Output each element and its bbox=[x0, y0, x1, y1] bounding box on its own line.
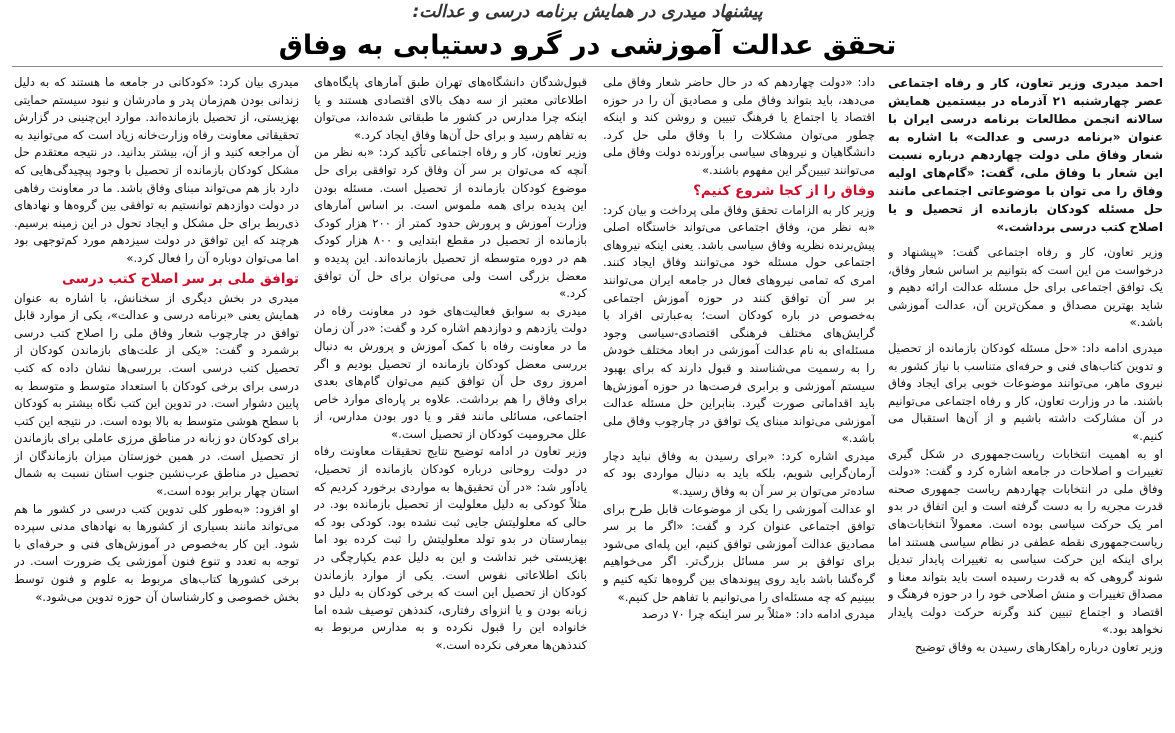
paragraph: وزیر تعاون، کار و رفاه اجتماعی تأکید کرد: «به نظر من آنچه که می‌توان بر سر آن وفاق کرد توافقی برای حل موضوع کودکان بازمانده از تحصیل است. مسئله بودن این پدیده برای همه ملموس است. بر اساس آمارهای وزارت آموزش و پرورش حدود کمتر از ۲۰۰ هزار کودک بازمانده از تحصیل در مقطع ابتدایی و ۸۰۰ هزار کودک هم در دوره متوسطه از تحصیل بازمانده‌اند. این پدیده و معضل بزرگی است ولی می‌توان برای حل آن توافق کرد.» bbox=[314, 145, 587, 301]
paragraph: وزیر کار به الزامات تحقق وفاق ملی پرداخت و بیان کرد: «به نظر من، وفاق اجتماعی می‌تواند خاستگاه اصلی پیش‌برنده نظریه وفاق سیاسی باشد. یعنی اینکه نیروهای اجتماعی حول مسئله خود می‌توانند وفاق ایجاد کنند. امری که تمامی نیروهای فعال در جامعه ایران می‌توانند بر سر آن توافق کنند در حوزه آموزش اجتماعی به‌خصوص در باره کودکان است؛ به‌عبارتی افراد با گرایش‌های مختلف فرهنگی اقتصادی-سیاسی وجود مسئله‌ای به نام عدالت آموزشی در ابعاد مختلف خودش را به رسمیت می‌شناسند و قبول دارند که برای بهبود سیستم آموزشی و برابری فرصت‌ها در حوزه آموزش‌ها باید اقداماتی صورت گیرد. بنابراین حل مسئله عدالت آموزشی می‌تواند مبنای یک توافق در چارچوب وفاق ملی باشد.» bbox=[603, 202, 875, 446]
header-divider bbox=[12, 66, 1163, 67]
paragraph: میدری در بخش دیگری از سخنانش، با اشاره به عنوان همایش یعنی «برنامه درسی و عدالت»، یکی از موارد قابل توافق در چارچوب شعار وفاق ملی را اصلاح کتب درسی برشمرد و گفت: «یکی از علت‌های بازماندن کودکان از تحصیل کتب درسی است. بررسی‌ها نشان داده که کتب درسی برای برخی کودکان با استعداد متوسط و متوسط به پایین دشوار است. در تدوین این کتب نگاه بیشتر به کودکان با سطح هوشی متوسط به بالا بوده است. در نتیجه این کتب برای کودکان دو زبانه در مناطق مرزی عاملی برای بازماندن از تحصیل است. در همین خوزستان میزان بازماندگان از تحصیل در مناطق عرب‌نشین جنوب استان نسبت به شمال استان چهار برابر بوده است.» bbox=[14, 290, 299, 499]
subheading: توافق ملی بر سر اصلاح کتب درسی bbox=[62, 270, 299, 287]
article-lead: احمد میدری وزیر تعاون، کار و رفاه اجتماعی عصر چهارشنبه ۲۱ آذرماه در بیستمین همایش سالانه انجمن مطالعات برنامه درسی ایران با عنوان «برنامه درسی و عدالت» با اشاره به شعار وفاق ملی دولت چهاردهم درباره نسبت این شعار با وفاق ملی، گفت: «گام‌های اولیه وفاق را می توان با موضوعاتی اجتماعی مانند حل مسئله کودکان بازمانده از تحصیل و یا اصلاح کتب درسی برداشت.» bbox=[888, 76, 1163, 234]
paragraph: قبول‌شدگان دانشگاه‌های تهران طبق آمارهای پایگاه‌های اطلاعاتی معتبر از سه دهک بالای اقتصادی هستند و یا اینکه چرا مدارس در کشور ما طبقاتی شده‌اند، می‌توان به تفاهم رسید و برای حل آن‌ها وفاق ایجاد کرد.» bbox=[314, 75, 587, 142]
paragraph: میدری ادامه داد: «حل مسئله کودکان بازمانده از تحصیل و تدوین کتاب‌های فنی و حرفه‌ای متناسب با نیاز کشور به نیروی ماهر، می‌توانند موضوعات خوبی برای ایجاد وفاق باشند. ما در وزارت تعاون، کار و رفاه اجتماعی می‌توانیم در آن مشارکت داشته باشیم و از آن‌ها استقبال می کنیم.» bbox=[888, 340, 1163, 443]
paragraph: میدری بیان کرد: «کودکانی در جامعه ما هستند که به دلیل زندانی بودن هم‌زمان پدر و مادرشان و نبود سیستم حمایتی بهزیستی، از تحصیل بازمانده‌اند. موارد این‌چنینی در گزارش تحقیقاتی معاونت رفاه وزارت‌خانه زیاد است که می‌توانید به آن مراجعه کنید و از آن، بیشتر بدانید. در نتیجه معتقدم حل مشکل کودکان بازمانده از تحصیل با وجود پیچیدگی‌هایی که دارد باز هم می‌تواند مبنای وفاق باشد. ما در معاونت رفاهی در دولت دوازدهم توانستیم به توافقی بین گروه‌ها و نهادهای ذی‌ربط برای حل مشکل و ایجاد تحول در این زمینه برسیم. هرچند که این توافق در دولت سیزدهم مورد کم‌توجهی بود اما می‌توان دوباره آن را فعال کرد.» bbox=[14, 75, 299, 265]
paragraph: میدری به سوابق فعالیت‌های خود در معاونت رفاه در دولت یازدهم و دوازدهم اشاره کرد و گفت: «در آن زمان ما در معاونت رفاه با کمک آموزش و پرورش به دنبال بررسی معضل کودکان بازمانده از تحصیل بودیم و اگر امروز روی حل آن توافق کنیم می‌توان گام‌های بعدی برای وفاق را هم برداشت. علاوه بر پاره‌ای موارد خاص اجتماعی، مسائلی مانند فقر و یا دور بودن مدارس، از علل محرومیت کودکان از تحصیل است.» bbox=[314, 303, 587, 441]
article-kicker: پیشنهاد میدری در همایش برنامه درسی و عدالت: bbox=[412, 2, 763, 22]
paragraph: وزیر تعاون، کار و رفاه اجتماعی گفت: «پیشنهاد و درخواست من این است که بتوانیم بر اساس شعار وفاق، یک توافق اجتماعی برای حل مسئله عدالت ارائه دهیم و شاید بهترین مصداق و ممکن‌ترین آن، عدالت آموزشی باشد.» bbox=[888, 245, 1163, 330]
article-column-1 bbox=[888, 74, 1163, 728]
article-headline: تحقق عدالت آموزشی در گرو دستیابی به وفاق bbox=[278, 30, 897, 61]
paragraph: او به اهمیت انتخابات ریاست‌جمهوری در شکل گیری تغییرات و اصلاحات در جامعه اشاره کرد و گفت: «دولت وفاق ملی در انتخابات چهاردهم ریاست جمهوری صحنه قدرت مجریه را به دست گرفته است و این اتفاق در بدو امر یک حرکت سیاسی بوده است. معمولاً انتخابات‌های ریاست‌جمهوری نقطه عطفی در نظام سیاسی هستند اما برای اینکه این حرکت سیاسی به تغییرات پایدار تبدیل شوند گروهی که به قدرت رسیده است باید بتواند معنا و مصداق تغییرات و منش اصلاحی خود را در حوزه فرهنگ و اقتصاد و اجتماع تبیین کند وگرنه حرکت دولت پایدار نخواهد بود.» bbox=[888, 446, 1163, 637]
article-column-4 bbox=[14, 74, 299, 728]
paragraph: داد: «دولت چهاردهم که در حال حاضر شعار وفاق ملی می‌دهد، باید بتواند وفاق ملی و مصادیق آن را در حوزه اقتصاد یا اجتماع یا فرهنگ تبیین و روشن کند و اینکه چطور می‌توان مشکلات را با وفاق ملی حل کرد. دانشگاهیان و نیروهای سیاسی برآورنده دولت وفاق ملی می‌توانند تبیین‌گر این مفهوم باشند.» bbox=[603, 75, 875, 177]
subheading: وفاق را از کجا شروع کنیم؟ bbox=[693, 182, 875, 199]
paragraph: او افزود: «به‌طور کلی تدوین کتب درسی در کشور ما هم می‌تواند مانند بسیاری از کشورها به نهادهای مدنی سپرده شود. این کار به‌خصوص در آموزش‌های فنی و حرفه‌ای با توجه به تعدد و تنوع فنون آموزشی یک ضرورت است. در برخی کشورها کتاب‌های مربوط به علوم و فنون توسط بخش خصوصی و کارشناسان آن حوزه تدوین می‌شود.» bbox=[14, 501, 299, 604]
paragraph: وزیر تعاون درباره راهکارهای رسیدن به وفاق توضیح bbox=[914, 640, 1163, 655]
article-column-3 bbox=[314, 74, 587, 728]
paragraph: او عدالت آموزشی را یکی از موضوعات قابل طرح برای توافق اجتماعی عنوان کرد و گفت: «اگر ما بر سر مصادیق عدالت آموزشی توافق کنیم، این پله‌ای می‌شود برای توافق بر سر مسائل بزرگ‌تر. اگر می‌خواهیم گره‌گشا باشد باید روی پیوندهای بین گروه‌ها تکیه کنیم و ببینیم که چه مسئله‌ای را می‌توانیم با تفاهم حل کنیم.» bbox=[603, 501, 875, 604]
paragraph: میدری اشاره کرد: «برای رسیدن به وفاق نباید دچار آرمان‌گرایی شویم، بلکه باید به دنبال مواردی بود که ساده‌تر می‌توان بر سر آن به وفاق رسید.» bbox=[603, 448, 875, 499]
article-column-2 bbox=[603, 74, 875, 728]
paragraph: میدری ادامه داد: «مثلاً بر سر اینکه چرا ۷۰ درصد bbox=[641, 607, 875, 622]
paragraph: وزیر تعاون در ادامه توضیح نتایج تحقیقات معاونت رفاه در دولت روحانی درباره کودکان بازمانده از تحصیل، یادآور شد: «در آن تحقیق‌ها به مواردی برخورد کردیم که مثلاً کودکی به دلیل معلولیت از تحصیل بازمانده بود. در حالی که معلولیتش جایی ثبت نشده بود. کودکی بود که بیمارستان در بدو تولد معلولیتش را ثبت کرده بود اما بهزیستی خبر نداشت و این به دلیل عدم یکپارچگی در بانک اطلاعاتی نفوس است. یکی از موارد بازماندن کودکان از تحصیل این است که برخی کودکان به دلیل دو زبانه بودن و یا انزوای رفتاری، کندذهن توصیف شده اما خانواده این را قبول نکرده و به مدارس مربوط به کندذهن‌ها معرفی نکرده است.» bbox=[314, 444, 587, 652]
